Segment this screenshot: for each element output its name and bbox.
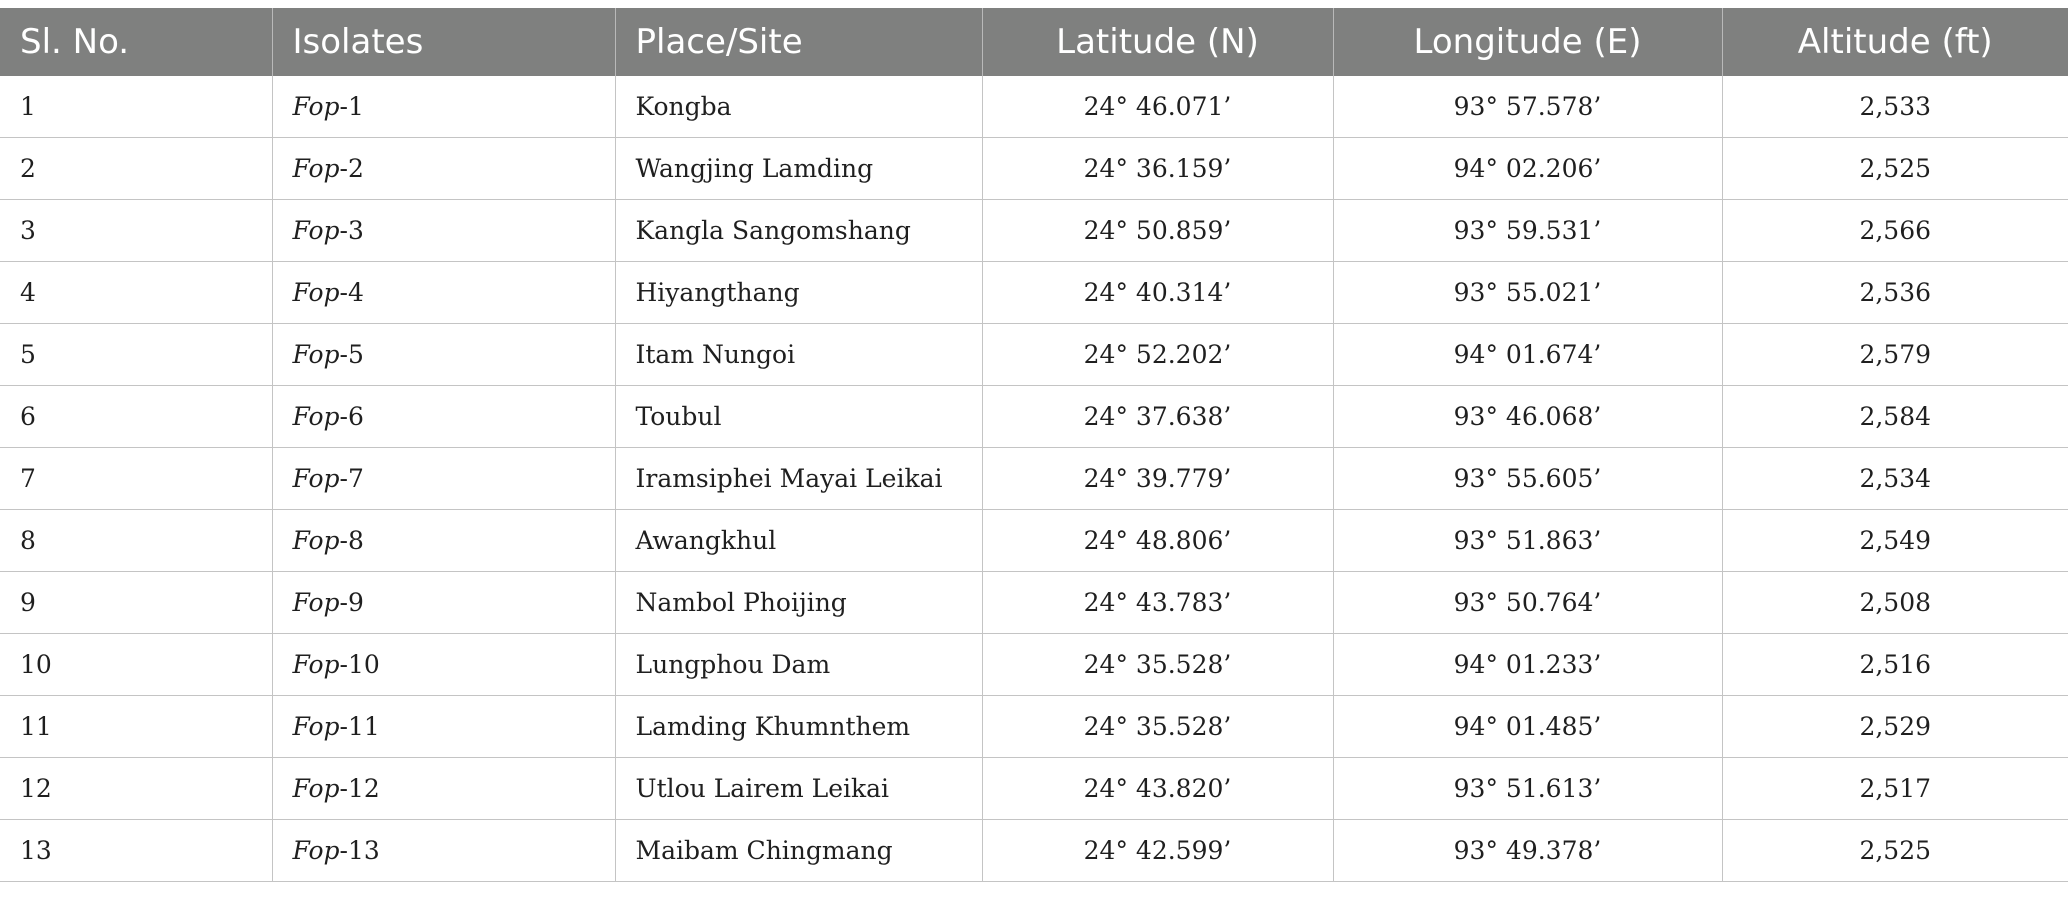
cell-place-site: Kangla Sangomshang [615,200,982,262]
cell-isolate [272,696,615,758]
cell-latitude: 24° 35.528’ [982,634,1333,696]
cell-altitude: 2,579 [1722,324,2068,386]
cell-sl-no: 3 [0,200,272,262]
cell-place-site: Nambol Phoijing [615,572,982,634]
isolate-prefix: Fop [292,650,340,679]
cell-longitude: 93° 57.578’ [1333,76,1722,138]
cell-latitude: 24° 37.638’ [982,386,1333,448]
table-row [0,138,2068,200]
table-row [0,200,2068,262]
cell-longitude: 93° 51.613’ [1333,758,1722,820]
isolates-table-container [0,8,2068,882]
cell-latitude: 24° 52.202’ [982,324,1333,386]
header-sl-no: Sl. No. [0,8,272,76]
cell-place-site: Wangjing Lamding [615,138,982,200]
cell-sl-no: 8 [0,510,272,572]
table-row [0,324,2068,386]
isolate-suffix: -13 [339,836,380,865]
cell-altitude: 2,529 [1722,696,2068,758]
cell-place-site: Lamding Khumnthem [615,696,982,758]
isolate-prefix: Fop [292,278,340,307]
isolate-prefix: Fop [292,216,340,245]
isolate-suffix: -7 [339,464,364,493]
table-row [0,262,2068,324]
cell-sl-no: 9 [0,572,272,634]
cell-place-site: Maibam Chingmang [615,820,982,882]
cell-sl-no: 6 [0,386,272,448]
cell-latitude: 24° 43.820’ [982,758,1333,820]
isolate-suffix: -2 [339,154,364,183]
cell-latitude: 24° 36.159’ [982,138,1333,200]
isolate-suffix: -10 [339,650,380,679]
cell-isolate [272,76,615,138]
cell-isolate [272,758,615,820]
cell-longitude: 93° 49.378’ [1333,820,1722,882]
header-altitude: Altitude (ft) [1722,8,2068,76]
table-row [0,572,2068,634]
cell-longitude: 94° 01.674’ [1333,324,1722,386]
isolate-prefix: Fop [292,588,340,617]
cell-isolate [272,138,615,200]
table-row [0,386,2068,448]
cell-sl-no: 11 [0,696,272,758]
cell-sl-no: 4 [0,262,272,324]
cell-isolate [272,572,615,634]
header-place-site: Place/Site [615,8,982,76]
isolate-prefix: Fop [292,92,340,121]
table-row [0,510,2068,572]
cell-sl-no: 13 [0,820,272,882]
cell-longitude: 94° 01.485’ [1333,696,1722,758]
cell-altitude: 2,534 [1722,448,2068,510]
cell-latitude: 24° 50.859’ [982,200,1333,262]
cell-latitude: 24° 43.783’ [982,572,1333,634]
cell-place-site: Iramsiphei Mayai Leikai [615,448,982,510]
cell-longitude: 93° 46.068’ [1333,386,1722,448]
cell-isolate [272,386,615,448]
cell-sl-no: 10 [0,634,272,696]
isolate-prefix: Fop [292,836,340,865]
cell-place-site: Itam Nungoi [615,324,982,386]
isolate-suffix: -9 [339,588,364,617]
cell-latitude: 24° 42.599’ [982,820,1333,882]
isolate-prefix: Fop [292,526,340,555]
cell-isolate [272,510,615,572]
isolate-suffix: -3 [339,216,364,245]
isolate-suffix: -5 [339,340,364,369]
isolate-suffix: -12 [339,774,380,803]
cell-altitude: 2,533 [1722,76,2068,138]
cell-place-site: Utlou Lairem Leikai [615,758,982,820]
cell-longitude: 93° 55.605’ [1333,448,1722,510]
cell-altitude: 2,566 [1722,200,2068,262]
isolate-suffix: -1 [339,92,364,121]
cell-place-site: Awangkhul [615,510,982,572]
cell-place-site: Kongba [615,76,982,138]
isolate-prefix: Fop [292,340,340,369]
cell-sl-no: 5 [0,324,272,386]
isolate-prefix: Fop [292,402,340,431]
table-row [0,758,2068,820]
isolate-suffix: -8 [339,526,364,555]
cell-latitude: 24° 39.779’ [982,448,1333,510]
cell-longitude: 93° 51.863’ [1333,510,1722,572]
cell-isolate [272,820,615,882]
table-row [0,634,2068,696]
header-longitude: Longitude (E) [1333,8,1722,76]
header-isolates: Isolates [272,8,615,76]
isolate-prefix: Fop [292,712,340,741]
header-latitude: Latitude (N) [982,8,1333,76]
cell-sl-no: 2 [0,138,272,200]
table-header [0,8,2068,76]
isolate-prefix: Fop [292,154,340,183]
cell-altitude: 2,508 [1722,572,2068,634]
cell-altitude: 2,584 [1722,386,2068,448]
cell-sl-no: 7 [0,448,272,510]
cell-place-site: Toubul [615,386,982,448]
cell-altitude: 2,549 [1722,510,2068,572]
table-row [0,76,2068,138]
cell-isolate [272,262,615,324]
header-row [0,8,2068,76]
cell-altitude: 2,516 [1722,634,2068,696]
cell-isolate [272,448,615,510]
cell-place-site: Hiyangthang [615,262,982,324]
isolate-suffix: -4 [339,278,364,307]
cell-longitude: 93° 55.021’ [1333,262,1722,324]
cell-latitude: 24° 46.071’ [982,76,1333,138]
isolate-suffix: -11 [339,712,380,741]
isolates-table [0,8,2068,882]
cell-latitude: 24° 35.528’ [982,696,1333,758]
cell-isolate [272,324,615,386]
cell-latitude: 24° 48.806’ [982,510,1333,572]
cell-altitude: 2,536 [1722,262,2068,324]
table-row [0,448,2068,510]
cell-longitude: 94° 01.233’ [1333,634,1722,696]
cell-isolate [272,200,615,262]
cell-isolate [272,634,615,696]
cell-altitude: 2,517 [1722,758,2068,820]
isolate-suffix: -6 [339,402,364,431]
cell-longitude: 93° 59.531’ [1333,200,1722,262]
cell-longitude: 94° 02.206’ [1333,138,1722,200]
isolate-prefix: Fop [292,774,340,803]
cell-latitude: 24° 40.314’ [982,262,1333,324]
cell-place-site: Lungphou Dam [615,634,982,696]
isolate-prefix: Fop [292,464,340,493]
table-row [0,696,2068,758]
cell-altitude: 2,525 [1722,138,2068,200]
cell-sl-no: 12 [0,758,272,820]
cell-sl-no: 1 [0,76,272,138]
cell-longitude: 93° 50.764’ [1333,572,1722,634]
table-row [0,820,2068,882]
cell-altitude: 2,525 [1722,820,2068,882]
table-body [0,76,2068,882]
